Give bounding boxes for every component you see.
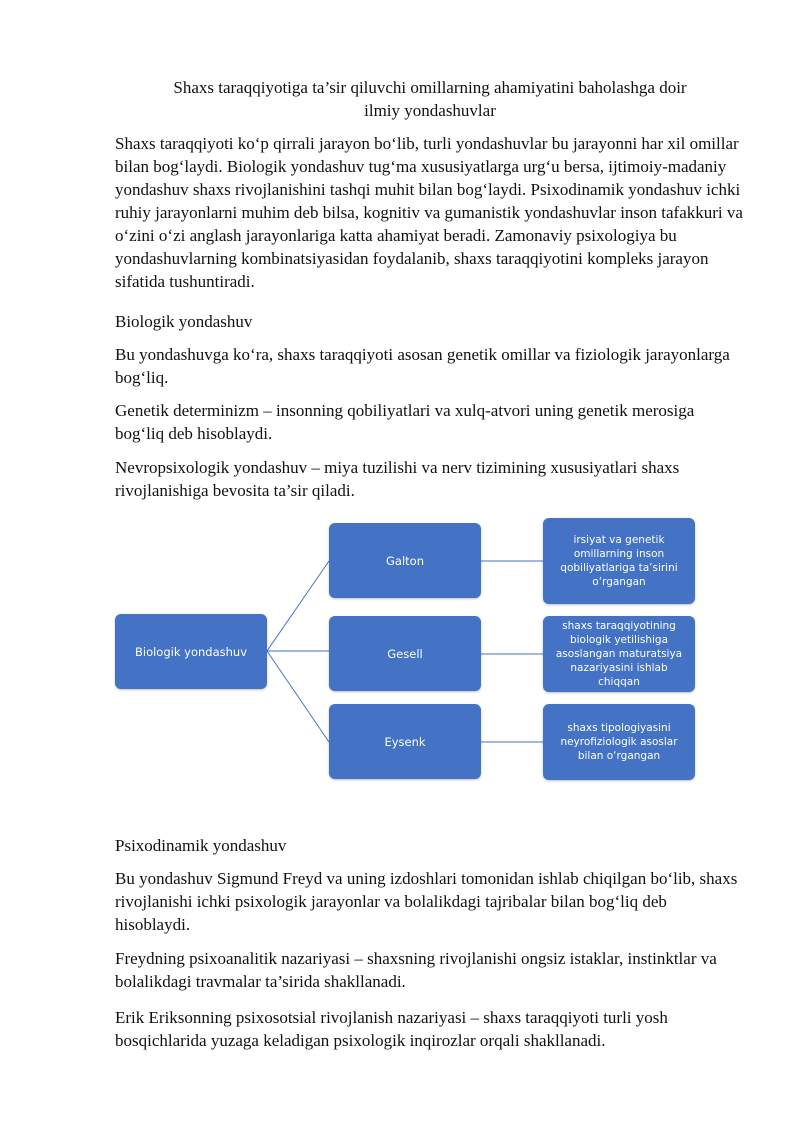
diagram-desc-galton: irsiyat va genetik omillarning inson qobiliyatlariga ta’sirini o‘rgangan xyxy=(543,518,695,604)
title-line-1: Shaxs taraqqiyotiga ta’sir qiluvchi omillarning ahamiyatini baholashga doir xyxy=(173,78,687,97)
biologik-paragraph-3: Nevropsixologik yondashuv – miya tuzilishi va nerv tizimining xususiyatlari shaxs rivojlanishiga bevosita ta’sir qiladi. xyxy=(115,458,680,500)
section-heading-biologik: Biologik yondashuv xyxy=(115,312,253,331)
diagram-desc-gesell: shaxs taraqqiyotining biologik yetilishiga asoslangan maturatsiya nazariyasini ishlab chiqqan xyxy=(543,616,695,692)
diagram-root-node: Biologik yondashuv xyxy=(115,614,267,689)
connector-root-eysenk xyxy=(267,651,329,742)
document-title xyxy=(120,76,740,122)
intro-paragraph: Shaxs taraqqiyoti ko‘p qirrali jarayon bo‘lib, turli yondashuvlar bu jarayonni har xil omillar bilan bog‘laydi. Biologik yondashuv tug‘ma xususiyatlarga urg‘u bersa, ijtimoiy-madaniy yondashuv shaxs rivojlanishini tashqi muhit bilan bog‘laydi. Psixodinamik yondashuv ichki ruhiy jarayonlarni muhim deb bilsa, kognitiv va gumanistik yondashuvlar inson tafakkuri va o‘zini o‘zi anglash jarayonlariga katta ahamiyat beradi. Zamonaviy psixologiya bu yondashuvlarning kombinatsiyasidan foydalanib, shaxs taraqqiyotini kompleks jarayon sifatida tushuntiradi. xyxy=(115,134,743,291)
psixodinamik-paragraph-3: Erik Eriksonning psixosotsial rivojlanish nazariyasi – shaxs taraqqiyoti turli yosh bosqichlarida yuzaga keladigan psixologik inqirozlar orqali shakllanadi. xyxy=(115,1008,668,1050)
biologik-diagram xyxy=(0,510,800,800)
biologik-paragraph-2: Genetik determinizm – insonning qobiliyatlari va xulq-atvori uning genetik merosiga bog‘liq deb hisoblaydi. xyxy=(115,401,695,443)
section-heading-psixodinamik: Psixodinamik yondashuv xyxy=(115,836,287,855)
biologik-paragraph-1: Bu yondashuvga ko‘ra, shaxs taraqqiyoti asosan genetik omillar va fiziologik jarayonlarga bog‘liq. xyxy=(115,345,730,387)
psixodinamik-paragraph-2: Freydning psixoanalitik nazariyasi – shaxsning rivojlanishi ongsiz istaklar, instinktlar va bolalikdagi travmalar ta’sirida shakllanadi. xyxy=(115,949,717,991)
diagram-desc-eysenk: shaxs tipologiyasini neyrofiziologik asoslar bilan o‘rgangan xyxy=(543,704,695,780)
diagram-node-gesell: Gesell xyxy=(329,616,481,691)
diagram-node-galton: Galton xyxy=(329,523,481,598)
diagram-node-eysenk: Eysenk xyxy=(329,704,481,779)
psixodinamik-paragraph-1: Bu yondashuv Sigmund Freyd va uning izdoshlari tomonidan ishlab chiqilgan bo‘lib, shaxs rivojlanishi ichki psixologik jarayonlar va bolalikdagi tajribalar bilan bog‘liq deb hisoblaydi. xyxy=(115,869,738,934)
connector-root-galton xyxy=(267,561,329,651)
title-line-2: ilmiy yondashuvlar xyxy=(364,101,496,120)
